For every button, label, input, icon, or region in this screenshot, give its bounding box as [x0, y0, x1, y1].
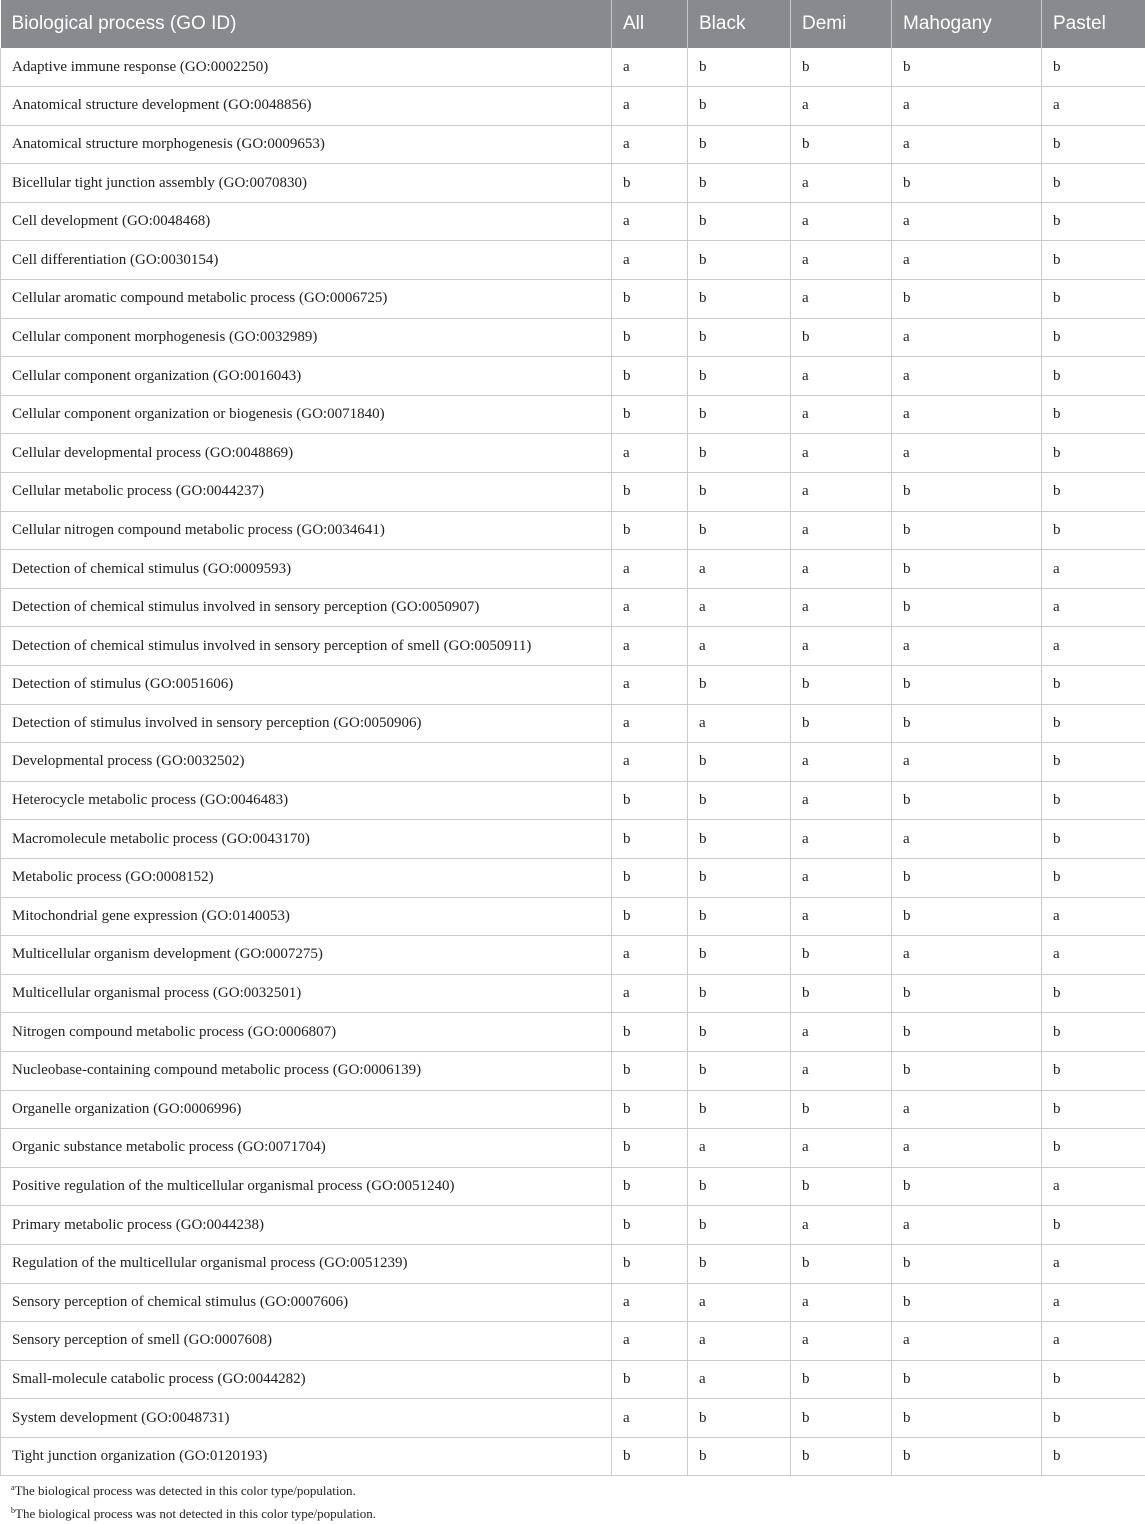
- pastel-cell: b: [1042, 202, 1145, 241]
- mahogany-cell: b: [892, 1051, 1042, 1090]
- demi-cell: b: [791, 1399, 892, 1438]
- process-cell: System development (GO:0048731): [1, 1399, 612, 1438]
- demi-cell: a: [791, 87, 892, 126]
- all-cell: a: [612, 704, 688, 743]
- mahogany-cell: b: [892, 1399, 1042, 1438]
- process-cell: Organic substance metabolic process (GO:0071704): [1, 1129, 612, 1168]
- mahogany-cell: a: [892, 627, 1042, 666]
- process-cell: Cell differentiation (GO:0030154): [1, 241, 612, 280]
- demi-cell: a: [791, 1051, 892, 1090]
- process-cell: Positive regulation of the multicellular organismal process (GO:0051240): [1, 1167, 612, 1206]
- black-cell: b: [688, 473, 791, 512]
- all-cell: a: [612, 1283, 688, 1322]
- table-row: [1, 858, 1145, 897]
- header-mahogany: Mahogany: [892, 0, 1042, 48]
- table-row: [1, 1437, 1145, 1476]
- demi-cell: a: [791, 280, 892, 319]
- black-cell: b: [688, 48, 791, 87]
- black-cell: a: [688, 627, 791, 666]
- pastel-cell: b: [1042, 280, 1145, 319]
- mahogany-cell: a: [892, 743, 1042, 782]
- black-cell: b: [688, 1051, 791, 1090]
- header-pastel: Pastel: [1042, 0, 1145, 48]
- pastel-cell: b: [1042, 241, 1145, 280]
- process-cell: Small-molecule catabolic process (GO:0044282): [1, 1360, 612, 1399]
- mahogany-cell: a: [892, 87, 1042, 126]
- pastel-cell: b: [1042, 974, 1145, 1013]
- all-cell: b: [612, 357, 688, 396]
- mahogany-cell: a: [892, 202, 1042, 241]
- mahogany-cell: b: [892, 1013, 1042, 1052]
- all-cell: a: [612, 974, 688, 1013]
- table-row: [1, 820, 1145, 859]
- pastel-cell: b: [1042, 395, 1145, 434]
- demi-cell: b: [791, 1090, 892, 1129]
- pastel-cell: a: [1042, 1244, 1145, 1283]
- demi-cell: b: [791, 1360, 892, 1399]
- process-cell: Nucleobase-containing compound metabolic process (GO:0006139): [1, 1051, 612, 1090]
- table-row: [1, 627, 1145, 666]
- demi-cell: a: [791, 1206, 892, 1245]
- mahogany-cell: b: [892, 1167, 1042, 1206]
- black-cell: b: [688, 1013, 791, 1052]
- demi-cell: a: [791, 781, 892, 820]
- mahogany-cell: a: [892, 318, 1042, 357]
- process-cell: Detection of stimulus involved in sensory perception (GO:0050906): [1, 704, 612, 743]
- table-row: [1, 511, 1145, 550]
- demi-cell: b: [791, 974, 892, 1013]
- table-row: [1, 704, 1145, 743]
- table-row: [1, 395, 1145, 434]
- black-cell: b: [688, 202, 791, 241]
- demi-cell: a: [791, 550, 892, 589]
- pastel-cell: b: [1042, 48, 1145, 87]
- process-cell: Multicellular organism development (GO:0007275): [1, 936, 612, 975]
- table-row: [1, 1399, 1145, 1438]
- mahogany-cell: b: [892, 1437, 1042, 1476]
- mahogany-cell: b: [892, 974, 1042, 1013]
- table-row: [1, 1013, 1145, 1052]
- pastel-cell: a: [1042, 1322, 1145, 1361]
- all-cell: b: [612, 395, 688, 434]
- pastel-cell: b: [1042, 434, 1145, 473]
- pastel-cell: b: [1042, 357, 1145, 396]
- process-cell: Developmental process (GO:0032502): [1, 743, 612, 782]
- footnote-a: [11, 1478, 376, 1501]
- pastel-cell: a: [1042, 550, 1145, 589]
- demi-cell: b: [791, 704, 892, 743]
- pastel-cell: b: [1042, 781, 1145, 820]
- process-cell: Cellular component organization or biogenesis (GO:0071840): [1, 395, 612, 434]
- mahogany-cell: a: [892, 125, 1042, 164]
- pastel-cell: b: [1042, 164, 1145, 203]
- demi-cell: a: [791, 858, 892, 897]
- all-cell: a: [612, 743, 688, 782]
- demi-cell: a: [791, 1129, 892, 1168]
- black-cell: a: [688, 1283, 791, 1322]
- pastel-cell: b: [1042, 1090, 1145, 1129]
- demi-cell: a: [791, 357, 892, 396]
- mahogany-cell: a: [892, 1322, 1042, 1361]
- process-cell: Detection of chemical stimulus involved in sensory perception (GO:0050907): [1, 588, 612, 627]
- black-cell: a: [688, 588, 791, 627]
- black-cell: a: [688, 1322, 791, 1361]
- pastel-cell: b: [1042, 1437, 1145, 1476]
- all-cell: b: [612, 1167, 688, 1206]
- all-cell: b: [612, 473, 688, 512]
- demi-cell: b: [791, 666, 892, 705]
- process-cell: Regulation of the multicellular organismal process (GO:0051239): [1, 1244, 612, 1283]
- process-cell: Anatomical structure morphogenesis (GO:0009653): [1, 125, 612, 164]
- black-cell: a: [688, 704, 791, 743]
- mahogany-cell: b: [892, 858, 1042, 897]
- black-cell: b: [688, 1206, 791, 1245]
- mahogany-cell: b: [892, 1283, 1042, 1322]
- mahogany-cell: a: [892, 1206, 1042, 1245]
- black-cell: b: [688, 1167, 791, 1206]
- demi-cell: a: [791, 202, 892, 241]
- demi-cell: a: [791, 1013, 892, 1052]
- mahogany-cell: b: [892, 164, 1042, 203]
- process-cell: Anatomical structure development (GO:0048856): [1, 87, 612, 126]
- demi-cell: a: [791, 820, 892, 859]
- table-row: [1, 280, 1145, 319]
- process-cell: Adaptive immune response (GO:0002250): [1, 48, 612, 87]
- mahogany-cell: b: [892, 1360, 1042, 1399]
- table-row: [1, 550, 1145, 589]
- demi-cell: a: [791, 241, 892, 280]
- process-cell: Nitrogen compound metabolic process (GO:0006807): [1, 1013, 612, 1052]
- demi-cell: a: [791, 395, 892, 434]
- mahogany-cell: a: [892, 1090, 1042, 1129]
- table-row: [1, 1206, 1145, 1245]
- all-cell: b: [612, 1244, 688, 1283]
- all-cell: a: [612, 1322, 688, 1361]
- header-demi: Demi: [791, 0, 892, 48]
- footnote-text: The biological process was not detected in this color type/population.: [15, 1506, 376, 1521]
- mahogany-cell: b: [892, 48, 1042, 87]
- process-cell: Sensory perception of chemical stimulus (GO:0007606): [1, 1283, 612, 1322]
- all-cell: b: [612, 164, 688, 203]
- footnote-b: [11, 1501, 376, 1524]
- black-cell: b: [688, 280, 791, 319]
- black-cell: b: [688, 434, 791, 473]
- table-row: [1, 1167, 1145, 1206]
- all-cell: b: [612, 511, 688, 550]
- black-cell: b: [688, 241, 791, 280]
- table-row: [1, 1360, 1145, 1399]
- demi-cell: b: [791, 125, 892, 164]
- all-cell: b: [612, 781, 688, 820]
- all-cell: a: [612, 1399, 688, 1438]
- mahogany-cell: b: [892, 1244, 1042, 1283]
- all-cell: a: [612, 125, 688, 164]
- all-cell: a: [612, 87, 688, 126]
- all-cell: b: [612, 897, 688, 936]
- process-cell: Cellular component morphogenesis (GO:0032989): [1, 318, 612, 357]
- table-row: [1, 781, 1145, 820]
- black-cell: b: [688, 125, 791, 164]
- table-row: [1, 241, 1145, 280]
- black-cell: b: [688, 1244, 791, 1283]
- table-body: [1, 48, 1145, 1476]
- all-cell: a: [612, 202, 688, 241]
- mahogany-cell: a: [892, 1129, 1042, 1168]
- all-cell: a: [612, 627, 688, 666]
- demi-cell: b: [791, 1167, 892, 1206]
- table-row: [1, 318, 1145, 357]
- demi-cell: a: [791, 473, 892, 512]
- process-cell: Cellular component organization (GO:0016043): [1, 357, 612, 396]
- mahogany-cell: a: [892, 434, 1042, 473]
- process-cell: Cellular metabolic process (GO:0044237): [1, 473, 612, 512]
- all-cell: b: [612, 1051, 688, 1090]
- mahogany-cell: a: [892, 395, 1042, 434]
- process-cell: Detection of chemical stimulus (GO:0009593): [1, 550, 612, 589]
- footnote-mark: a: [11, 1483, 15, 1492]
- pastel-cell: a: [1042, 1283, 1145, 1322]
- table-row: [1, 1090, 1145, 1129]
- demi-cell: a: [791, 434, 892, 473]
- mahogany-cell: b: [892, 704, 1042, 743]
- all-cell: b: [612, 1206, 688, 1245]
- mahogany-cell: b: [892, 511, 1042, 550]
- mahogany-cell: b: [892, 550, 1042, 589]
- demi-cell: a: [791, 743, 892, 782]
- all-cell: a: [612, 241, 688, 280]
- footnotes: [11, 1478, 376, 1524]
- process-cell: Sensory perception of smell (GO:0007608): [1, 1322, 612, 1361]
- process-cell: Cellular aromatic compound metabolic process (GO:0006725): [1, 280, 612, 319]
- pastel-cell: a: [1042, 87, 1145, 126]
- process-cell: Mitochondrial gene expression (GO:0140053): [1, 897, 612, 936]
- mahogany-cell: b: [892, 897, 1042, 936]
- all-cell: b: [612, 1129, 688, 1168]
- table-row: [1, 1283, 1145, 1322]
- mahogany-cell: a: [892, 357, 1042, 396]
- demi-cell: a: [791, 1322, 892, 1361]
- pastel-cell: a: [1042, 897, 1145, 936]
- black-cell: b: [688, 858, 791, 897]
- table-row: [1, 1129, 1145, 1168]
- table-row: [1, 1322, 1145, 1361]
- all-cell: a: [612, 666, 688, 705]
- black-cell: b: [688, 936, 791, 975]
- process-cell: Detection of stimulus (GO:0051606): [1, 666, 612, 705]
- pastel-cell: b: [1042, 511, 1145, 550]
- all-cell: a: [612, 434, 688, 473]
- black-cell: b: [688, 781, 791, 820]
- black-cell: b: [688, 974, 791, 1013]
- demi-cell: a: [791, 897, 892, 936]
- black-cell: b: [688, 164, 791, 203]
- table-row: [1, 588, 1145, 627]
- pastel-cell: a: [1042, 588, 1145, 627]
- demi-cell: a: [791, 511, 892, 550]
- black-cell: b: [688, 1399, 791, 1438]
- all-cell: a: [612, 550, 688, 589]
- header-biological-process: Biological process (GO ID): [1, 0, 612, 48]
- header-all: All: [612, 0, 688, 48]
- mahogany-cell: b: [892, 473, 1042, 512]
- all-cell: b: [612, 858, 688, 897]
- pastel-cell: b: [1042, 858, 1145, 897]
- process-cell: Cellular nitrogen compound metabolic process (GO:0034641): [1, 511, 612, 550]
- all-cell: b: [612, 1360, 688, 1399]
- pastel-cell: a: [1042, 1167, 1145, 1206]
- all-cell: a: [612, 588, 688, 627]
- pastel-cell: a: [1042, 936, 1145, 975]
- black-cell: b: [688, 1090, 791, 1129]
- pastel-cell: b: [1042, 1129, 1145, 1168]
- table-row: [1, 473, 1145, 512]
- mahogany-cell: a: [892, 241, 1042, 280]
- mahogany-cell: a: [892, 936, 1042, 975]
- black-cell: b: [688, 743, 791, 782]
- all-cell: b: [612, 820, 688, 859]
- pastel-cell: b: [1042, 1206, 1145, 1245]
- pastel-cell: b: [1042, 125, 1145, 164]
- table-row: [1, 164, 1145, 203]
- pastel-cell: b: [1042, 820, 1145, 859]
- table-header-row: [1, 0, 1145, 48]
- black-cell: b: [688, 511, 791, 550]
- table-row: [1, 48, 1145, 87]
- process-cell: Macromolecule metabolic process (GO:0043170): [1, 820, 612, 859]
- black-cell: b: [688, 897, 791, 936]
- pastel-cell: b: [1042, 743, 1145, 782]
- all-cell: b: [612, 1090, 688, 1129]
- black-cell: b: [688, 820, 791, 859]
- process-cell: Multicellular organismal process (GO:0032501): [1, 974, 612, 1013]
- black-cell: a: [688, 1129, 791, 1168]
- footnote-text: The biological process was detected in this color type/population.: [15, 1483, 356, 1498]
- pastel-cell: a: [1042, 627, 1145, 666]
- table-row: [1, 1244, 1145, 1283]
- demi-cell: a: [791, 1283, 892, 1322]
- process-cell: Detection of chemical stimulus involved in sensory perception of smell (GO:0050911): [1, 627, 612, 666]
- table-row: [1, 434, 1145, 473]
- black-cell: b: [688, 666, 791, 705]
- demi-cell: b: [791, 318, 892, 357]
- demi-cell: b: [791, 1437, 892, 1476]
- black-cell: b: [688, 357, 791, 396]
- mahogany-cell: b: [892, 280, 1042, 319]
- black-cell: b: [688, 87, 791, 126]
- all-cell: b: [612, 280, 688, 319]
- table-row: [1, 743, 1145, 782]
- all-cell: b: [612, 1013, 688, 1052]
- mahogany-cell: b: [892, 588, 1042, 627]
- process-cell: Organelle organization (GO:0006996): [1, 1090, 612, 1129]
- table-row: [1, 936, 1145, 975]
- demi-cell: a: [791, 627, 892, 666]
- mahogany-cell: b: [892, 781, 1042, 820]
- table-row: [1, 125, 1145, 164]
- black-cell: b: [688, 1437, 791, 1476]
- all-cell: a: [612, 48, 688, 87]
- table-row: [1, 666, 1145, 705]
- mahogany-cell: b: [892, 666, 1042, 705]
- demi-cell: b: [791, 1244, 892, 1283]
- demi-cell: b: [791, 48, 892, 87]
- black-cell: a: [688, 1360, 791, 1399]
- all-cell: b: [612, 318, 688, 357]
- demi-cell: a: [791, 164, 892, 203]
- black-cell: a: [688, 550, 791, 589]
- process-cell: Metabolic process (GO:0008152): [1, 858, 612, 897]
- pastel-cell: b: [1042, 666, 1145, 705]
- pastel-cell: b: [1042, 1399, 1145, 1438]
- table-row: [1, 357, 1145, 396]
- process-cell: Bicellular tight junction assembly (GO:0070830): [1, 164, 612, 203]
- table-row: [1, 974, 1145, 1013]
- process-cell: Heterocycle metabolic process (GO:0046483): [1, 781, 612, 820]
- pastel-cell: b: [1042, 318, 1145, 357]
- header-black: Black: [688, 0, 791, 48]
- process-cell: Primary metabolic process (GO:0044238): [1, 1206, 612, 1245]
- process-cell: Cell development (GO:0048468): [1, 202, 612, 241]
- pastel-cell: b: [1042, 1051, 1145, 1090]
- table-row: [1, 87, 1145, 126]
- process-cell: Tight junction organization (GO:0120193): [1, 1437, 612, 1476]
- black-cell: b: [688, 318, 791, 357]
- table-row: [1, 1051, 1145, 1090]
- demi-cell: b: [791, 936, 892, 975]
- pastel-cell: b: [1042, 473, 1145, 512]
- pastel-cell: b: [1042, 1360, 1145, 1399]
- footnote-mark: b: [11, 1506, 15, 1515]
- pastel-cell: b: [1042, 704, 1145, 743]
- black-cell: b: [688, 395, 791, 434]
- pastel-cell: b: [1042, 1013, 1145, 1052]
- mahogany-cell: a: [892, 820, 1042, 859]
- demi-cell: a: [791, 588, 892, 627]
- all-cell: b: [612, 1437, 688, 1476]
- process-cell: Cellular developmental process (GO:0048869): [1, 434, 612, 473]
- table-row: [1, 202, 1145, 241]
- table-row: [1, 897, 1145, 936]
- all-cell: a: [612, 936, 688, 975]
